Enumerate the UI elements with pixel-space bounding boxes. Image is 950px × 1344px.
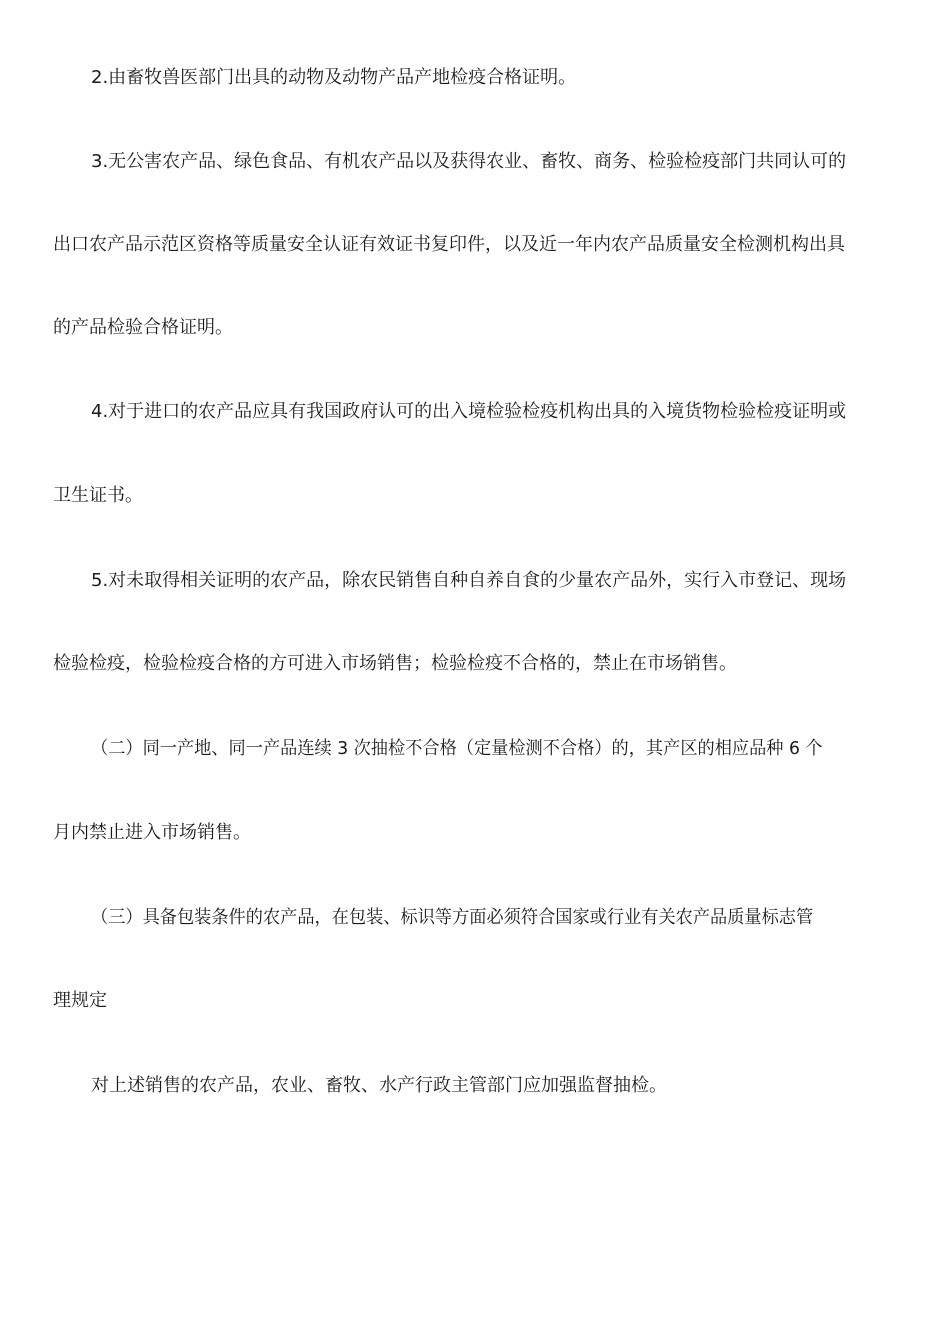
- paragraph-item-5-line-2: 检验检疫，检验检疫合格的方可进入市场销售；检验检疫不合格的，禁止在市场销售。: [53, 653, 737, 674]
- paragraph-item-5-line-1: 5.对未取得相关证明的农产品，除农民销售自种自养自食的少量农产品外，实行入市登记、现场: [91, 570, 847, 591]
- paragraph-section-2-line-2: 月内禁止进入市场销售。: [53, 822, 251, 843]
- paragraph-closing-line-1: 对上述销售的农产品，农业、畜牧、水产行政主管部门应加强监督抽检。: [91, 1075, 667, 1096]
- paragraph-section-3-line-2: 理规定: [53, 990, 107, 1011]
- paragraph-item-3-line-3: 的产品检验合格证明。: [53, 317, 233, 338]
- paragraph-item-3-line-1: 3.无公害农产品、绿色食品、有机农产品以及获得农业、畜牧、商务、检验检疫部门共同认可的: [91, 151, 847, 172]
- paragraph-item-4-line-1: 4.对于进口的农产品应具有我国政府认可的出入境检验检疫机构出具的入境货物检验检疫证明或: [91, 401, 847, 422]
- paragraph-section-2-line-1: （二）同一产地、同一产品连续 3 次抽检不合格（定量检测不合格）的，其产区的相应品种 6 个: [91, 738, 823, 759]
- paragraph-item-3-line-2: 出口农产品示范区资格等质量安全认证有效证书复印件，以及近一年内农产品质量安全检测机构出具: [53, 234, 845, 255]
- paragraph-section-3-line-1: （三）具备包装条件的农产品，在包装、标识等方面必须符合国家或行业有关农产品质量标志管: [91, 907, 814, 928]
- paragraph-item-4-line-2: 卫生证书。: [53, 485, 143, 506]
- paragraph-item-2-line-1: 2.由畜牧兽医部门出具的动物及动物产品产地检疫合格证明。: [91, 67, 577, 88]
